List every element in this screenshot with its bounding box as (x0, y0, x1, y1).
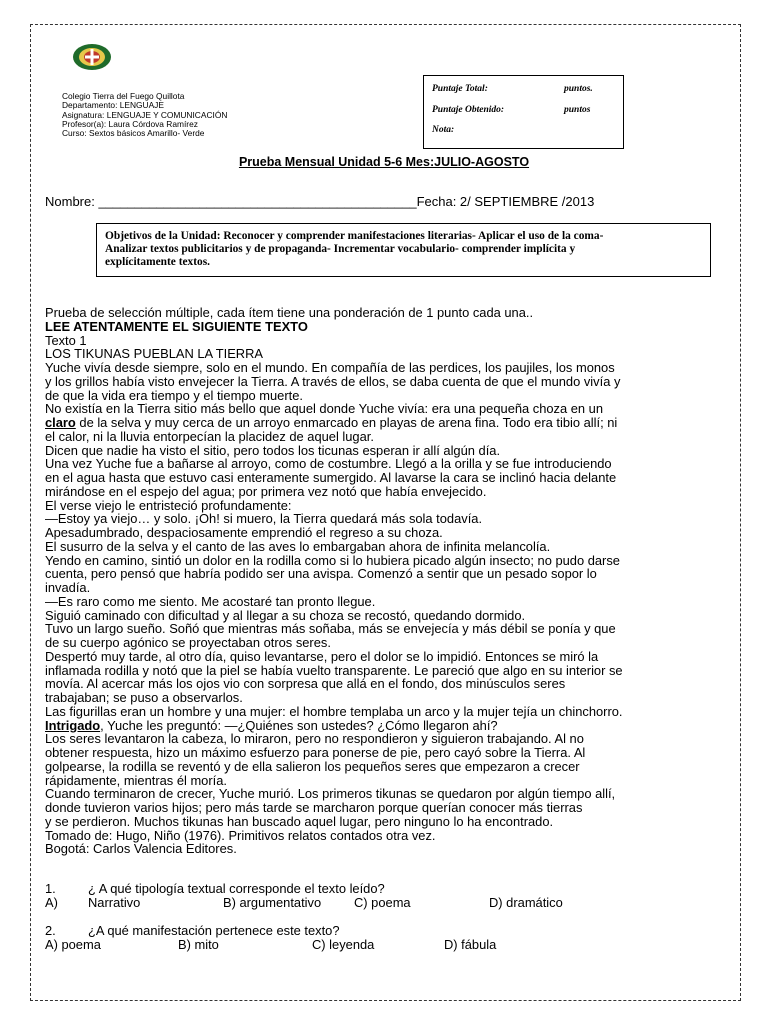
option-b[interactable]: B) mito (178, 937, 219, 952)
story-line: y los grillos había visto envejecer la Tierra. A través de ellos, se daba cuenta de que el mundo vivía y (45, 373, 621, 389)
score-total-unit: puntos. (564, 84, 593, 94)
vocabulary-word-claro: claro (45, 415, 76, 430)
text-title: LOS TIKUNAS PUEBLAN LA TIERRA (45, 346, 264, 362)
page-title (0, 155, 768, 169)
question-text: ¿ A qué tipología textual corresponde el texto leído? (88, 881, 385, 896)
story-line: Yuche vivía desde siempre, solo en el mundo. En compañía de las perdices, los paujiles, los monos (45, 360, 615, 375)
score-grade-label: Nota: (432, 125, 455, 135)
story-line: Dicen que nadie ha visto el sitio, pero todos los ticunas esperan ir allí algún día. (45, 442, 501, 458)
name-date-line: Nombre: ____________________________________________Fecha: 2/ SEPTIEMBRE /2013 (45, 194, 595, 209)
school-department: Departamento: LENGUAJE (62, 100, 164, 111)
score-obtained-unit: puntos (564, 105, 591, 115)
score-obtained-label: Puntaje Obtenido: (432, 105, 505, 115)
story-line: de que la vida era tiempo y el tiempo muerte. (45, 387, 303, 403)
question-2-options (45, 938, 735, 952)
option-b[interactable]: B) argumentativo (223, 895, 322, 910)
story-line: cuenta, pero pensó que habría podido ser una avispa. Comenzó a sentir que un pesado sopor lo (45, 566, 597, 582)
story-line-rest: de la selva y muy cerca de un arroyo enmarcado en playas de arena fina. Todo era tibio allí; ni (75, 415, 618, 430)
story-line: —Estoy ya viejo… y solo. ¡Oh! si muero, la Tierra quedará más sola todavía. (45, 511, 483, 527)
story-line: Apesadumbrado, despaciosamente emprendió el regreso a su choza. (45, 525, 443, 540)
story-line: rápidamente, mientras él moría. (45, 772, 227, 788)
option-d[interactable]: D) dramático (489, 895, 563, 910)
score-total-row (432, 84, 617, 94)
story-line: donde tuvieron varios hijos; pero más tarde se marcharon porque querían conocer más tierras (45, 800, 583, 815)
objectives-line: Analizar textos publicitarios y de propaganda- Incrementar vocabulario- comprender implícita y (105, 243, 576, 256)
story-line: movía. Al acercar más los ojos vio con sorpresa que allá en el fondo, dos minúsculos seres (45, 676, 566, 692)
score-box (423, 75, 624, 149)
story-line: El susurro de la selva y el canto de las aves lo embargaban ahora de infinita melancolía. (45, 538, 551, 554)
story-line: —Es raro como me siento. Me acostaré tan pronto llegue. (45, 593, 376, 609)
story-line: El verse viejo le entristeció profundamente: (45, 497, 292, 513)
question-number: 2. (45, 923, 56, 938)
reading-section (45, 306, 735, 856)
story-line: Las figurillas eran un hombre y una mujer: el hombre templaba un arco y la mujer tejía un chinchorro. (45, 703, 623, 719)
score-obtained-row (432, 105, 617, 115)
objectives-box (96, 223, 711, 277)
objectives-line: Objetivos de la Unidad: Reconocer y comprender manifestaciones literarias- Aplicar el uso de la coma- (105, 230, 604, 242)
story-line: trabajaban; se puso a observarlos. (45, 690, 243, 705)
story-line: golpearse, la rodilla se reventó y de ella salieron los pequeños seres que empezaron a crecer (45, 758, 580, 774)
school-subject: Asignatura: LENGUAJE Y COMUNICACIÓN (62, 109, 228, 120)
page-title-text: Prueba Mensual Unidad 5-6 Mes:JULIO-AGOSTO (238, 155, 530, 169)
score-total-label: Puntaje Total: (432, 84, 488, 94)
school-name: Colegio Tierra del Fuego Quillota (62, 91, 185, 101)
option-a-letter[interactable]: A) (45, 895, 58, 910)
intro-text: Prueba de selección múltiple, cada ítem tiene una ponderación de 1 punto cada una.. (45, 305, 534, 320)
source-citation: Tomado de: Hugo, Niño (1976). Primitivos relatos contados otra vez. (45, 827, 436, 843)
story-line: Cuando terminaron de crecer, Yuche murió. Los primeros tikunas se quedaron por algún tiempo allí, (45, 786, 616, 802)
story-line (45, 416, 735, 430)
story-line: el calor, ni la lluvia entorpecían la placidez de aquel lugar. (45, 428, 374, 444)
option-d[interactable]: D) fábula (444, 937, 497, 952)
story-line: Los seres levantaron la cabeza, lo miraron, pero no respondieron y siguieron trabajando. Al no (45, 731, 584, 747)
objectives-line: explícitamente textos. (105, 256, 211, 269)
instruction-heading: LEE ATENTAMENTE EL SIGUIENTE TEXTO (45, 318, 308, 334)
question-number: 1. (45, 881, 56, 896)
story-line: No existía en la Tierra sitio más bello que aquel donde Yuche vivía: era una pequeña choza en un (45, 401, 604, 417)
story-line: de su cuerpo agónico se proyectaban otros seres. (45, 635, 331, 650)
story-line: invadía. (45, 580, 91, 595)
questions-section (45, 882, 735, 952)
story-line: Tuvo un largo sueño. Soñó que mientras más soñaba, más se envejecía y más débil se ponía y que (45, 621, 616, 637)
source-publisher: Bogotá: Carlos Valencia Editores. (45, 841, 237, 857)
story-line: Yendo en camino, sintió un dolor en la rodilla como si lo hubiera picado algún insecto; no pudo darse (45, 552, 620, 568)
score-grade-row (432, 125, 617, 135)
option-c[interactable]: C) leyenda (312, 937, 375, 952)
school-course: Curso: Sextos básicos Amarillo- Verde (62, 128, 205, 139)
story-line-rest: , Yuche les preguntó: —¿Quiénes son ustedes? ¿Cómo llegaron ahí? (100, 717, 498, 733)
vocabulary-word-intrigado: Intrigado (45, 717, 101, 733)
story-line: obtener respuesta, hizo un máximo esfuerzo para ponerse de pie, pero cayó sobre la Tierra. Al (45, 745, 586, 760)
question-2 (45, 924, 735, 938)
question-text: ¿A qué manifestación pertenece este texto? (88, 923, 340, 938)
story-line: Despertó muy tarde, al otro día, quiso levantarse, pero el dolor se lo impidió. Entonces se miró la (45, 648, 599, 664)
story-line: mirándose en el espejo del agua; por primera vez notó que había envejecido. (45, 483, 487, 499)
option-a[interactable]: A) poema (45, 937, 101, 952)
story-line: Una vez Yuche fue a bañarse al arroyo, como de costumbre. Llegó a la orilla y se fue introduciendo (45, 456, 612, 472)
question-1-options (45, 896, 735, 910)
option-c[interactable]: C) poema (354, 895, 411, 910)
school-info (62, 92, 227, 138)
question-1 (45, 882, 735, 896)
text-number: Texto 1 (45, 332, 87, 348)
school-teacher: Profesor(a): Laura Córdova Ramírez (62, 118, 198, 129)
option-a[interactable]: Narrativo (88, 895, 141, 910)
story-line: inflamada rodilla y notó que la piel se había vuelto transparente. Le pareció que algo en su interior se (45, 662, 623, 678)
story-line: y se perdieron. Muchos tikunas han buscado aquel lugar, pero ninguno lo ha encontrado. (45, 813, 554, 829)
school-crest-logo (72, 42, 112, 72)
story-line (45, 719, 735, 733)
story-line: Siguió caminado con dificultad y al llegar a su choza se recostó, quedando dormido. (45, 607, 526, 623)
story-line: en el agua hasta que estuvo casi enteramente sumergido. Al lavarse la cara se inclinó hacia delante (45, 470, 617, 485)
